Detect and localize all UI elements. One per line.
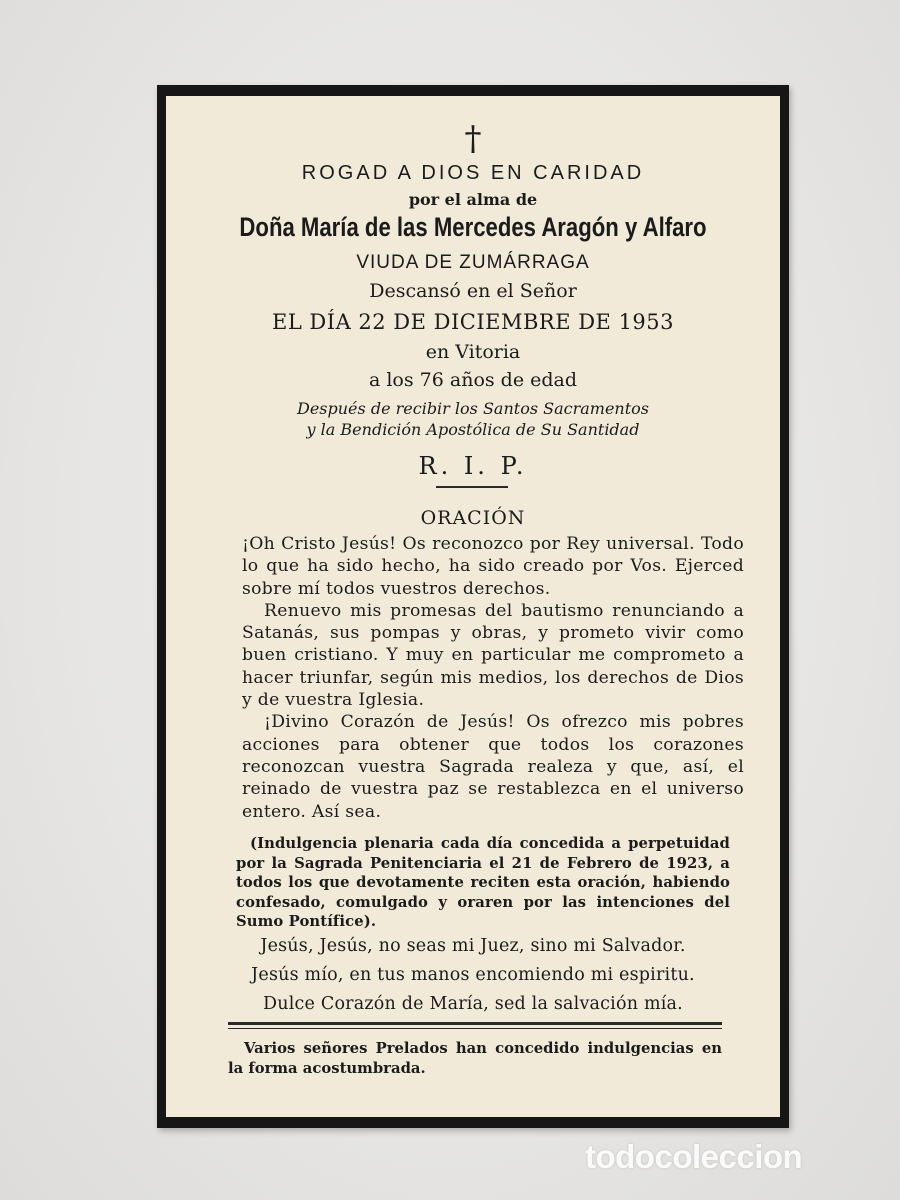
cross-icon: † (464, 119, 482, 159)
ejaculation-line: Jesús, Jesús, no seas mi Juez, sino mi Salvador. (260, 936, 686, 956)
watermark-logo: todocoleccion (585, 1138, 803, 1175)
death-date: EL DÍA 22 DE DICIEMBRE DE 1953 (271, 310, 675, 334)
card-header: ROGAD A DIOS EN CARIDAD (301, 162, 645, 184)
ejaculation-line: Jesús mío, en tus manos encomiendo mi espiritu. (251, 965, 695, 985)
death-place: en Vitoria (425, 341, 521, 363)
indulgence-text: (Indulgencia plenaria cada día concedida a perpetuidad por la Sagrada Penitenciaria el 21 de Febrero de 1923, a todos los que devotamente reciten esta oración, habiendo confesado, comulgado y oraren por las intenciones del Sumo Pontífice). (236, 835, 730, 931)
prayer-paragraph: ¡Oh Cristo Jesús! Os reconozco por Rey universal. Todo lo que ha sido hecho, ha sido creado por Vos. Ejerced sobre mí todos vuestros derechos. (242, 534, 744, 599)
footer-note (228, 1039, 722, 1079)
deceased-title: VIUDA DE ZUMÁRRAGA (356, 252, 590, 273)
card-subheader: por el alma de (408, 190, 538, 209)
sacraments-line-2: y la Bendición Apostólica de Su Santidad (306, 420, 640, 439)
footer-text: Varios señores Prelados han concedido indulgencias en la forma acostumbrada. (228, 1040, 722, 1077)
indulgence-note (236, 834, 730, 932)
prayer-body (242, 533, 744, 823)
rip-divider (436, 486, 508, 488)
rested-text: Descansó en el Señor (369, 280, 577, 302)
footer-divider (228, 1022, 722, 1029)
sacraments-line-1: Después de recibir los Santos Sacramentos (297, 399, 649, 418)
card-paper (166, 96, 780, 1117)
prayer-paragraph: Renuevo mis promesas del bautismo renunciando a Satanás, sus pompas y obras, y prometo vivir como buen cristiano. Y muy en particular me comprometo a hacer triunfar, según mis medios, los derechos de Dios y de vuestra Iglesia. (242, 600, 744, 711)
age-at-death: a los 76 años de edad (368, 369, 578, 391)
prayer-paragraph: ¡Divino Corazón de Jesús! Os ofrezco mis pobres acciones para obtener que todos los corazones reconozcan vuestra Sagrada realeza y que, así, el reinado de vuestra paz se restablezca en el universo entero. Así sea. (242, 712, 744, 822)
prayer-title: ORACIÓN (420, 507, 526, 529)
ejaculation-line: Dulce Corazón de María, sed la salvación mía. (263, 994, 683, 1014)
memorial-card (157, 85, 789, 1128)
deceased-name: Doña María de las Mercedes Aragón y Alfaro (239, 212, 707, 242)
rip-text: R. I. P. (418, 452, 528, 480)
